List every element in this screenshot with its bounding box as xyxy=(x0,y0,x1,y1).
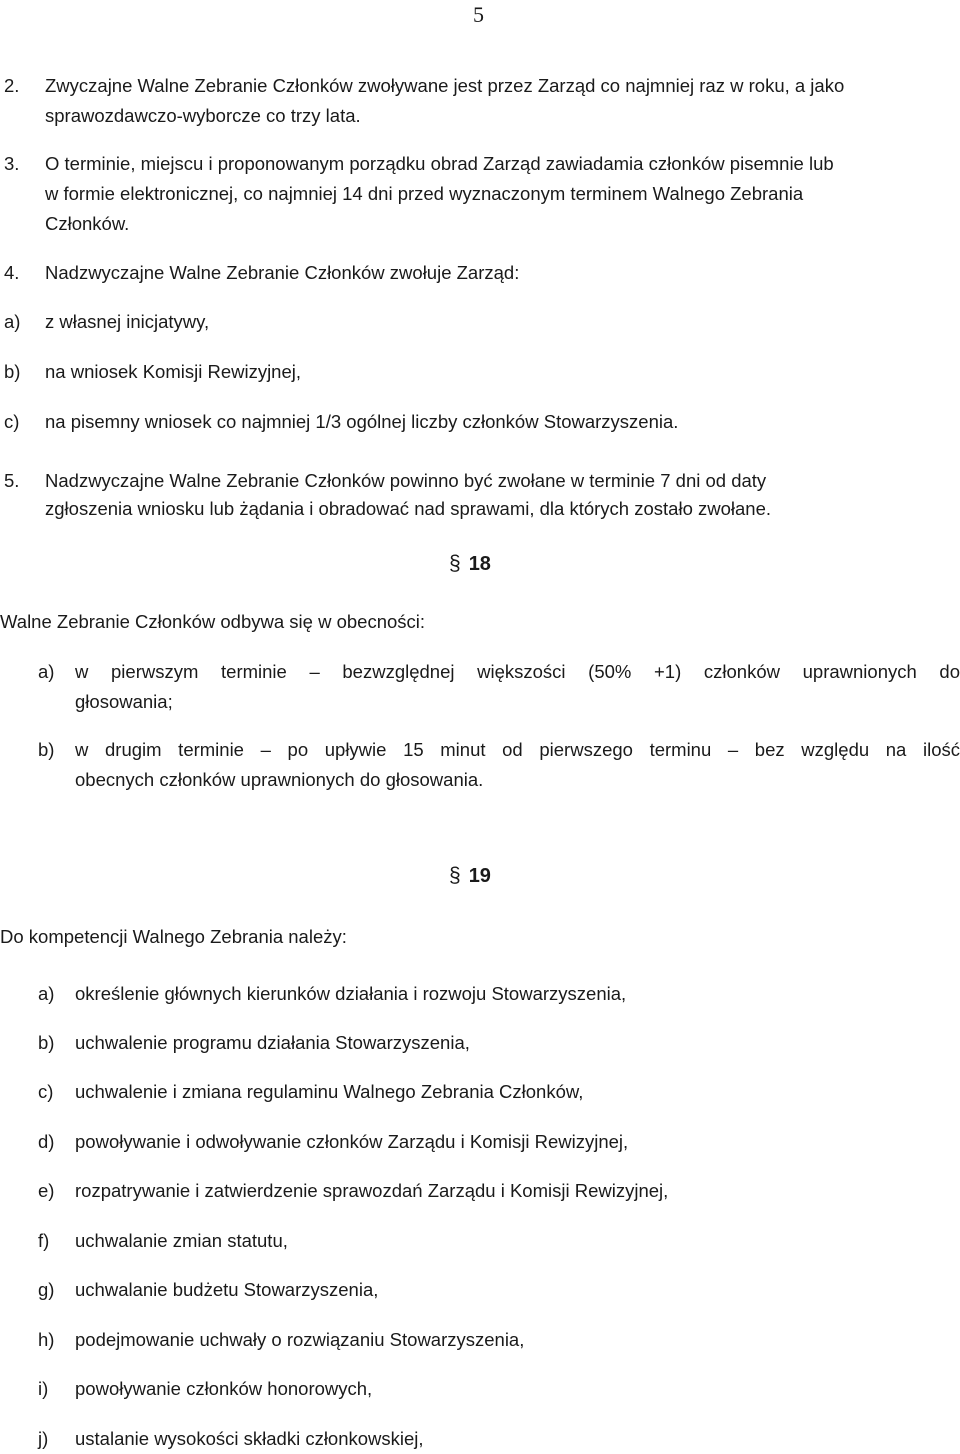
sub-item-text: określenie głównych kierunków działania i rozwoju Stowarzyszenia, xyxy=(75,983,627,1004)
sub-item-text: ustalanie wysokości składki członkowskiej, xyxy=(75,1428,424,1449)
list-item-number: 2. xyxy=(4,75,20,96)
justified-text: w pierwszym terminie – bezwzględnej większości (50% +1) członków uprawnionych do xyxy=(75,661,960,682)
sub-item-text: na pisemny wniosek co najmniej 1/3 ogólnej liczby członków Stowarzyszenia. xyxy=(45,411,679,432)
section-heading-18 xyxy=(449,552,491,576)
section-number: 19 xyxy=(468,865,491,887)
sub-item-letter: b) xyxy=(38,1032,55,1053)
list-item-number: 4. xyxy=(4,262,20,283)
sub-item-letter: d) xyxy=(38,1131,55,1152)
sub-item-text-line: obecnych członków uprawnionych do głosowania. xyxy=(75,769,484,790)
sub-item-letter: a) xyxy=(4,311,21,332)
sub-item-text: powoływanie i odwoływanie członków Zarządu i Komisji Rewizyjnej, xyxy=(75,1131,629,1152)
sub-item-letter: c) xyxy=(38,1081,54,1102)
list-item-text-line: w formie elektronicznej, co najmniej 14 dni przed wyznaczonym terminem Walnego Zebrania xyxy=(45,183,804,204)
sub-item-text: uchwalenie programu działania Stowarzyszenia, xyxy=(75,1032,470,1053)
section-symbol: § xyxy=(449,864,461,887)
sub-item-text-line xyxy=(75,657,960,687)
sub-item-letter: c) xyxy=(4,411,20,432)
sub-item-text: uchwalanie budżetu Stowarzyszenia, xyxy=(75,1279,379,1300)
sub-item-text: powoływanie członków honorowych, xyxy=(75,1378,373,1399)
sub-item-text: uchwalanie zmian statutu, xyxy=(75,1230,288,1251)
list-item-text-line: zgłoszenia wniosku lub żądania i obradować nad sprawami, dla których zostało zwołane. xyxy=(45,498,772,519)
sub-item-letter: i) xyxy=(38,1378,49,1399)
section-heading-19 xyxy=(449,864,491,888)
sub-item-text: podejmowanie uchwały o rozwiązaniu Stowarzyszenia, xyxy=(75,1329,525,1350)
list-item-text-line: Nadzwyczajne Walne Zebranie Członków zwołuje Zarząd: xyxy=(45,262,520,283)
sub-item-text-line xyxy=(75,735,960,765)
sub-item-text: z własnej inicjatywy, xyxy=(45,311,210,332)
sub-item-letter: f) xyxy=(38,1230,50,1251)
sub-item-text: na wniosek Komisji Rewizyjnej, xyxy=(45,361,302,382)
section-number: 18 xyxy=(468,553,491,575)
sub-item-letter: a) xyxy=(38,983,55,1004)
sub-item-text: uchwalenie i zmiana regulaminu Walnego Zebrania Członków, xyxy=(75,1081,584,1102)
sub-item-letter: j) xyxy=(38,1428,49,1449)
list-item-text-line: sprawozdawczo-wyborcze co trzy lata. xyxy=(45,105,361,126)
list-item-number: 5. xyxy=(4,470,20,491)
sub-item-letter: a) xyxy=(38,661,55,682)
sub-item-text-line: głosowania; xyxy=(75,691,173,712)
list-item-text-line: Zwyczajne Walne Zebranie Członków zwoływane jest przez Zarząd co najmniej raz w roku, a jako xyxy=(45,75,845,96)
sub-item-letter: e) xyxy=(38,1180,55,1201)
sub-item-letter: g) xyxy=(38,1279,55,1300)
section-symbol: § xyxy=(449,552,461,575)
list-item-number: 3. xyxy=(4,153,20,174)
sub-item-letter: h) xyxy=(38,1329,55,1350)
list-item-text-line: O terminie, miejscu i proponowanym porządku obrad Zarząd zawiadamia członków pisemnie lub xyxy=(45,153,834,174)
sub-item-letter: b) xyxy=(4,361,21,382)
page-number: 5 xyxy=(473,2,484,27)
list-item-text-line: Członków. xyxy=(45,213,130,234)
sub-item-text: rozpatrywanie i zatwierdzenie sprawozdań Zarządu i Komisji Rewizyjnej, xyxy=(75,1180,669,1201)
section-intro: Walne Zebranie Członków odbywa się w obecności: xyxy=(0,611,426,632)
list-item-text-line: Nadzwyczajne Walne Zebranie Członków powinno być zwołane w terminie 7 dni od daty xyxy=(45,470,767,491)
section-intro: Do kompetencji Walnego Zebrania należy: xyxy=(0,926,347,947)
sub-item-letter: b) xyxy=(38,739,55,760)
justified-text: w drugim terminie – po upływie 15 minut od pierwszego terminu – bez względu na ilość xyxy=(75,739,960,760)
